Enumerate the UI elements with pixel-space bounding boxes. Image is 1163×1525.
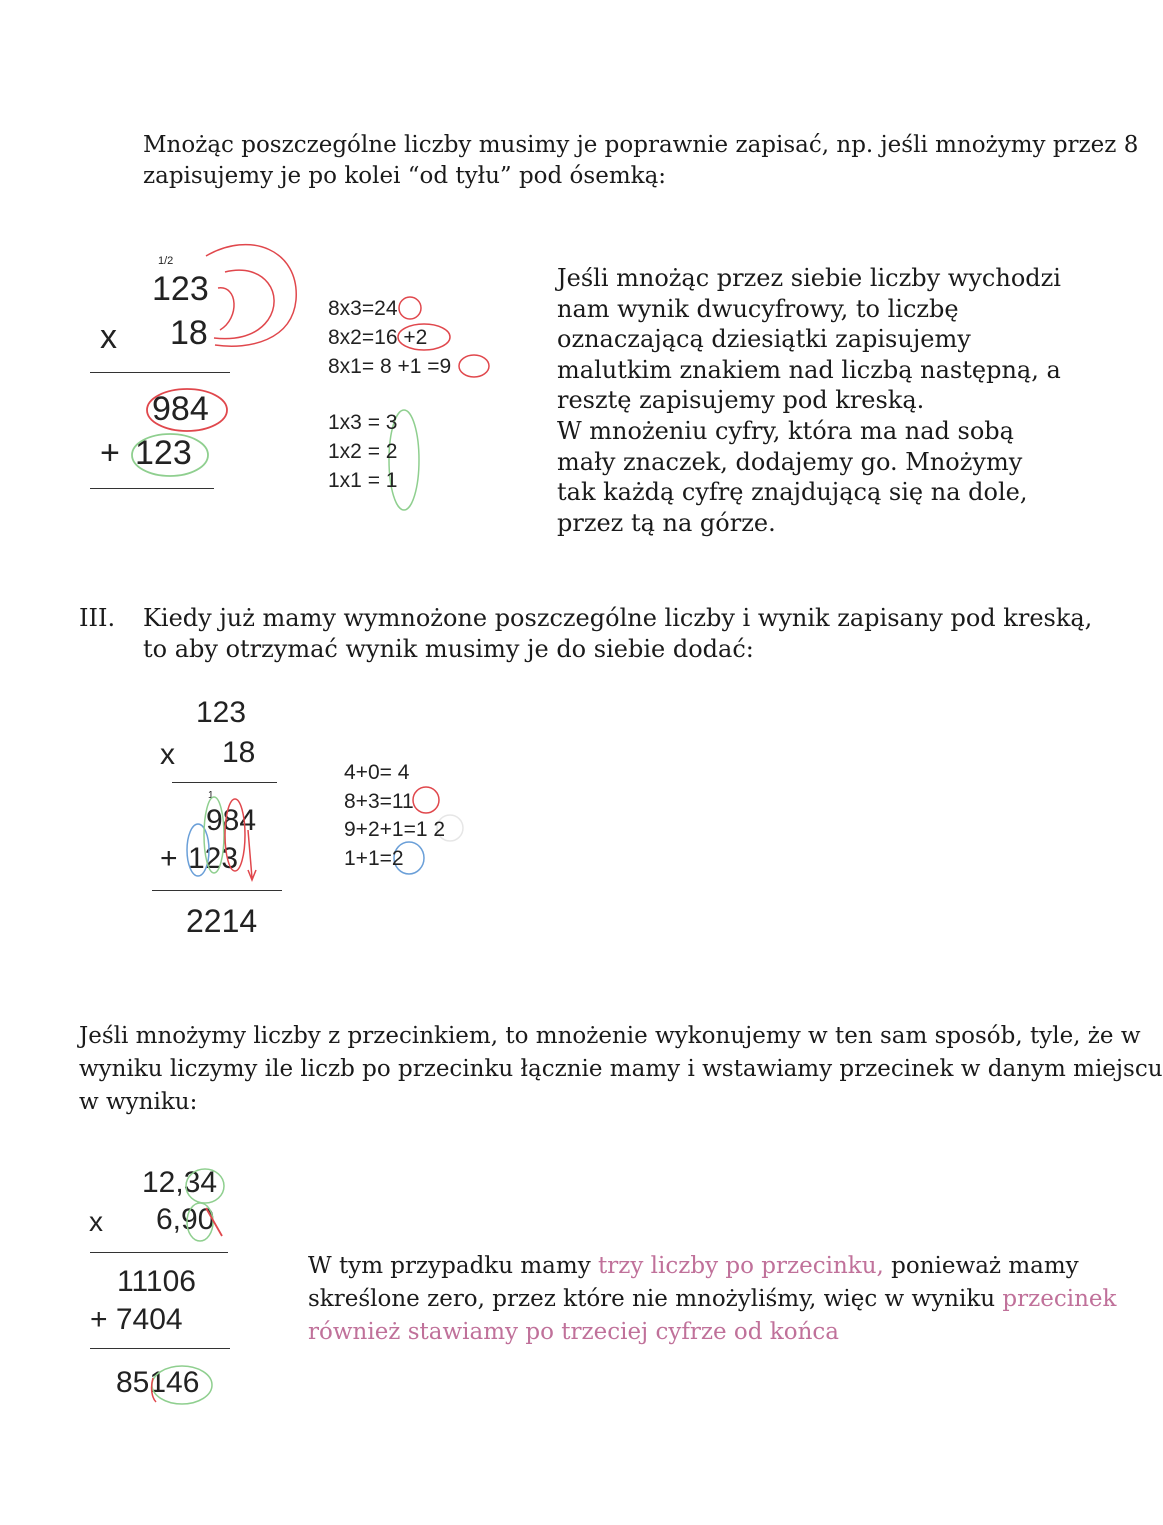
ex1-operator: x [100, 318, 117, 356]
explanation-3 [308, 1250, 1116, 1349]
ex2-step: 8+3=11 [344, 789, 414, 813]
explain1-line: Jeśli mnożąc przez siebie liczby wychodzi [557, 264, 1061, 292]
ex2-operator: x [160, 738, 175, 771]
ex3-result: 85146 [116, 1366, 200, 1399]
ex3-row2: + 7404 [90, 1303, 183, 1336]
decimal-line: wyniku liczymy ile liczb po przecinku łącznie mamy i wstawiamy przecinek w danym miejscu [79, 1056, 1163, 1082]
ex1-top-number: 123 [152, 270, 209, 308]
step-8x3: 8x3=24 [328, 297, 398, 320]
ex3-row1: 11106 [117, 1265, 196, 1298]
step-1x3: 1x3 = 3 [328, 411, 398, 434]
ex2-step: 4+0= 4 [344, 761, 410, 784]
carry-marks: 1/2 [158, 255, 174, 267]
red-strike-zero [206, 1208, 222, 1236]
ex2-row1: 984 [206, 804, 257, 837]
section3-line-2: to aby otrzymać wynik musimy je do siebie dodać: [143, 635, 754, 663]
explain1-line: malutkim znakiem nad liczbą następną, a [557, 355, 1061, 384]
explain3-line-3: również stawiamy po trzeciej cyfrze od końca [308, 1319, 839, 1345]
green-circle-34 [186, 1169, 224, 1203]
decimal-line: w wyniku: [79, 1089, 198, 1115]
highlight-three-digits: trzy liczby po przecinku, [598, 1253, 884, 1279]
section-numeral: III. [79, 604, 116, 632]
ex1-row1: 984 [152, 390, 209, 428]
explain1-line: resztę zapisujemy pod kreską. [557, 386, 925, 415]
ex3-operator: x [89, 1206, 103, 1237]
explain3-line-2: skreślone zero, przez które nie mnożyliśmy, więc w wyniku przecinek [308, 1286, 1117, 1312]
explain1-line: oznaczającą dziesiątki zapisujemy [557, 325, 971, 354]
explain1-line: W mnożeniu cyfry, która ma nad sobą [557, 416, 1014, 445]
ex3-second-number: 6,90 [156, 1203, 215, 1236]
ex2-second-number: 18 [222, 736, 256, 769]
ex2-step: 9+2+1=1 2 [344, 818, 446, 841]
ex2-carry: 1 [208, 790, 214, 801]
section3-line-1: Kiedy już mamy wymnożone poszczególne liczby i wynik zapisany pod kreską, [143, 604, 1093, 632]
explain1-line: nam wynik dwucyfrowy, to liczbę [557, 294, 959, 323]
step-8x2: 8x2=16 +2 [328, 326, 428, 349]
ex2-result: 2214 [186, 903, 258, 939]
highlight-comma: przecinek [1002, 1286, 1117, 1312]
ex1-plus: + [100, 434, 120, 472]
ex1-row2: 123 [135, 434, 192, 472]
ex3-top-number: 12,34 [142, 1166, 218, 1199]
decimal-line: Jeśli mnożymy liczby z przecinkiem, to mnożenie wykonujemy w ten sam sposób, tyle, że w [79, 1023, 1141, 1049]
green-circle-146 [152, 1366, 212, 1404]
ex1-second-number: 18 [170, 314, 208, 352]
ex2-top-number: 123 [196, 696, 247, 729]
step-8x1: 8x1= 8 +1 =9 [328, 355, 452, 378]
ex2-step: 1+1=2 [344, 846, 404, 870]
intro-line-1: Mnożąc poszczególne liczby musimy je poprawnie zapisać, np. jeśli mnożymy przez 8 [143, 132, 1139, 158]
step-1x1: 1x1 = 1 [328, 469, 398, 492]
explain1-line: mały znaczek, dodajemy go. Mnożymy [557, 447, 1023, 476]
green-oval-90 [187, 1203, 213, 1241]
explain1-line: przez tą na górze. [557, 508, 776, 537]
ex2-plus: + [160, 842, 178, 875]
explain3-line-1: W tym przypadku mamy trzy liczby po przecinku, ponieważ mamy [308, 1253, 1079, 1279]
explain1-line: tak każdą cyfrę znajdującą się na dole, [557, 478, 1028, 507]
intro-line-2: zapisujemy je po kolei “od tyłu” pod ósemką: [143, 163, 667, 189]
ex2-row2: 123 [188, 842, 239, 875]
step-1x2: 1x2 = 2 [328, 440, 398, 463]
